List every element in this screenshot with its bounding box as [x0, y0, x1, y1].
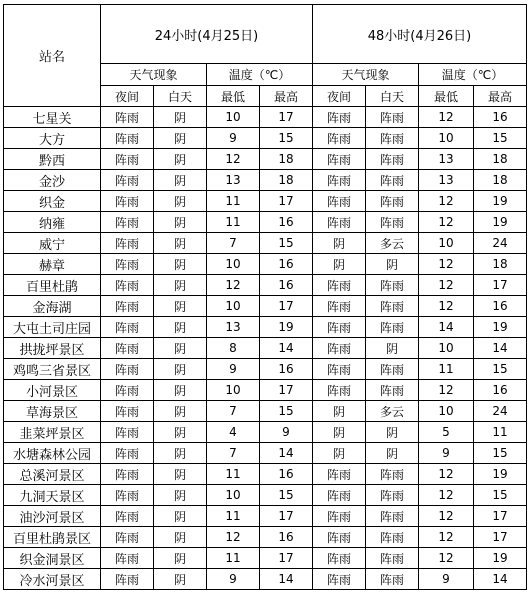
low-temp-24h: 10	[207, 485, 260, 506]
night-weather-48h: 阴	[313, 443, 366, 464]
night-weather-24h: 阵雨	[101, 443, 154, 464]
day-weather-24h: 阴	[154, 128, 207, 149]
low-temp-24h: 13	[207, 170, 260, 191]
high-temp-48h: 18	[474, 149, 527, 170]
day-weather-48h: 阵雨	[366, 191, 419, 212]
low-temp-24h: 9	[207, 569, 260, 590]
table-row	[4, 170, 527, 191]
low-temp-24h: 9	[207, 128, 260, 149]
station-name: 九洞天景区	[4, 485, 101, 506]
day-weather-48h: 阵雨	[366, 170, 419, 191]
station-name: 赫章	[4, 254, 101, 275]
night-weather-24h: 阵雨	[101, 275, 154, 296]
low-header-48h: 最低	[419, 86, 474, 107]
station-name: 百里杜鹃景区	[4, 527, 101, 548]
night-weather-24h: 阵雨	[101, 170, 154, 191]
night-weather-48h: 阴	[313, 254, 366, 275]
high-temp-48h: 17	[474, 275, 527, 296]
day-weather-24h: 阴	[154, 380, 207, 401]
night-weather-48h: 阵雨	[313, 275, 366, 296]
table-row	[4, 149, 527, 170]
low-temp-48h: 9	[419, 443, 474, 464]
low-temp-48h: 12	[419, 275, 474, 296]
low-temp-48h: 12	[419, 548, 474, 569]
day-weather-24h: 阴	[154, 107, 207, 128]
table-row	[4, 254, 527, 275]
day-weather-24h: 阴	[154, 296, 207, 317]
high-temp-48h: 16	[474, 296, 527, 317]
high-temp-24h: 9	[260, 422, 313, 443]
station-name: 织金	[4, 191, 101, 212]
day-weather-48h: 阵雨	[366, 296, 419, 317]
low-temp-48h: 10	[419, 338, 474, 359]
low-temp-48h: 13	[419, 170, 474, 191]
high-header-48h: 最高	[474, 86, 527, 107]
high-temp-48h: 24	[474, 233, 527, 254]
high-temp-48h: 24	[474, 401, 527, 422]
high-temp-48h: 19	[474, 212, 527, 233]
table-row	[4, 296, 527, 317]
low-temp-48h: 12	[419, 296, 474, 317]
header-row-periods	[4, 5, 527, 64]
low-temp-48h: 12	[419, 527, 474, 548]
night-weather-24h: 阵雨	[101, 506, 154, 527]
high-temp-24h: 16	[260, 212, 313, 233]
night-weather-24h: 阵雨	[101, 422, 154, 443]
station-name: 金沙	[4, 170, 101, 191]
low-temp-24h: 10	[207, 296, 260, 317]
night-weather-48h: 阵雨	[313, 548, 366, 569]
night-weather-48h: 阵雨	[313, 317, 366, 338]
station-name: 总溪河景区	[4, 464, 101, 485]
day-weather-24h: 阴	[154, 401, 207, 422]
station-name: 大方	[4, 128, 101, 149]
night-weather-48h: 阵雨	[313, 527, 366, 548]
night-weather-24h: 阵雨	[101, 485, 154, 506]
high-temp-24h: 17	[260, 296, 313, 317]
period-24h-header: 24小时(4月25日)	[101, 5, 313, 64]
low-header-24h: 最低	[207, 86, 260, 107]
high-temp-48h: 15	[474, 359, 527, 380]
day-weather-48h: 阵雨	[366, 380, 419, 401]
high-temp-48h: 16	[474, 107, 527, 128]
day-weather-48h: 阵雨	[366, 275, 419, 296]
station-name: 拱拢坪景区	[4, 338, 101, 359]
night-header-24h: 夜间	[101, 86, 154, 107]
night-weather-48h: 阵雨	[313, 149, 366, 170]
day-weather-48h: 多云	[366, 233, 419, 254]
table-row	[4, 359, 527, 380]
day-weather-24h: 阴	[154, 233, 207, 254]
low-temp-24h: 11	[207, 506, 260, 527]
high-temp-24h: 19	[260, 317, 313, 338]
table-row	[4, 506, 527, 527]
table-row	[4, 443, 527, 464]
low-temp-48h: 13	[419, 149, 474, 170]
day-weather-24h: 阴	[154, 422, 207, 443]
high-temp-24h: 18	[260, 149, 313, 170]
night-weather-24h: 阵雨	[101, 107, 154, 128]
night-weather-24h: 阵雨	[101, 149, 154, 170]
high-temp-24h: 14	[260, 569, 313, 590]
night-weather-24h: 阵雨	[101, 548, 154, 569]
night-weather-48h: 阵雨	[313, 338, 366, 359]
high-temp-48h: 19	[474, 464, 527, 485]
high-temp-24h: 16	[260, 275, 313, 296]
night-weather-48h: 阵雨	[313, 107, 366, 128]
high-temp-24h: 17	[260, 107, 313, 128]
night-weather-48h: 阵雨	[313, 569, 366, 590]
night-weather-48h: 阴	[313, 401, 366, 422]
table-row	[4, 527, 527, 548]
night-weather-48h: 阵雨	[313, 359, 366, 380]
day-weather-48h: 阵雨	[366, 107, 419, 128]
temp-header-24h: 温度（℃）	[207, 64, 313, 86]
low-temp-48h: 12	[419, 107, 474, 128]
high-temp-24h: 15	[260, 233, 313, 254]
day-weather-48h: 阴	[366, 422, 419, 443]
night-weather-48h: 阵雨	[313, 170, 366, 191]
night-weather-48h: 阴	[313, 233, 366, 254]
station-name: 鸡鸣三省景区	[4, 359, 101, 380]
day-weather-24h: 阴	[154, 443, 207, 464]
weather-header-48h: 天气现象	[313, 64, 419, 86]
low-temp-24h: 12	[207, 149, 260, 170]
table-row	[4, 548, 527, 569]
night-header-48h: 夜间	[313, 86, 366, 107]
station-name: 草海景区	[4, 401, 101, 422]
night-weather-24h: 阵雨	[101, 191, 154, 212]
night-weather-48h: 阵雨	[313, 212, 366, 233]
high-temp-48h: 15	[474, 128, 527, 149]
low-temp-48h: 11	[419, 359, 474, 380]
day-weather-48h: 阵雨	[366, 485, 419, 506]
high-temp-48h: 19	[474, 191, 527, 212]
low-temp-24h: 11	[207, 464, 260, 485]
day-weather-24h: 阴	[154, 485, 207, 506]
low-temp-48h: 10	[419, 401, 474, 422]
low-temp-48h: 14	[419, 317, 474, 338]
night-weather-24h: 阵雨	[101, 212, 154, 233]
low-temp-24h: 7	[207, 401, 260, 422]
low-temp-48h: 12	[419, 506, 474, 527]
low-temp-24h: 11	[207, 191, 260, 212]
station-name: 威宁	[4, 233, 101, 254]
table-row	[4, 422, 527, 443]
table-row	[4, 128, 527, 149]
table-row	[4, 485, 527, 506]
high-temp-48h: 17	[474, 527, 527, 548]
day-header-48h: 白天	[366, 86, 419, 107]
station-header: 站名	[4, 5, 101, 107]
day-weather-24h: 阴	[154, 506, 207, 527]
night-weather-24h: 阵雨	[101, 254, 154, 275]
station-name: 百里杜鹃	[4, 275, 101, 296]
day-weather-24h: 阴	[154, 569, 207, 590]
high-temp-48h: 17	[474, 506, 527, 527]
night-weather-24h: 阵雨	[101, 317, 154, 338]
day-weather-48h: 阵雨	[366, 149, 419, 170]
table-row	[4, 380, 527, 401]
night-weather-24h: 阵雨	[101, 338, 154, 359]
station-name: 水塘森林公园	[4, 443, 101, 464]
high-temp-48h: 19	[474, 548, 527, 569]
day-weather-24h: 阴	[154, 254, 207, 275]
day-weather-24h: 阴	[154, 527, 207, 548]
forecast-table-container	[3, 4, 527, 590]
day-weather-24h: 阴	[154, 191, 207, 212]
station-name: 油沙河景区	[4, 506, 101, 527]
night-weather-48h: 阴	[313, 422, 366, 443]
low-temp-48h: 10	[419, 233, 474, 254]
high-temp-24h: 16	[260, 359, 313, 380]
period-48h-header: 48小时(4月26日)	[313, 5, 527, 64]
station-name: 金海湖	[4, 296, 101, 317]
day-weather-48h: 阵雨	[366, 527, 419, 548]
day-weather-48h: 阴	[366, 443, 419, 464]
table-row	[4, 212, 527, 233]
day-weather-24h: 阴	[154, 338, 207, 359]
station-name: 织金洞景区	[4, 548, 101, 569]
low-temp-48h: 12	[419, 464, 474, 485]
night-weather-24h: 阵雨	[101, 128, 154, 149]
station-name: 冷水河景区	[4, 569, 101, 590]
day-weather-48h: 阵雨	[366, 128, 419, 149]
low-temp-48h: 12	[419, 191, 474, 212]
day-weather-48h: 阵雨	[366, 506, 419, 527]
high-temp-24h: 17	[260, 548, 313, 569]
night-weather-48h: 阵雨	[313, 191, 366, 212]
low-temp-24h: 11	[207, 548, 260, 569]
low-temp-24h: 13	[207, 317, 260, 338]
night-weather-48h: 阵雨	[313, 380, 366, 401]
station-name: 韭菜坪景区	[4, 422, 101, 443]
high-temp-24h: 17	[260, 506, 313, 527]
low-temp-48h: 10	[419, 128, 474, 149]
station-name: 七星关	[4, 107, 101, 128]
low-temp-48h: 5	[419, 422, 474, 443]
high-temp-48h: 14	[474, 569, 527, 590]
high-temp-24h: 16	[260, 527, 313, 548]
temp-header-48h: 温度（℃）	[419, 64, 527, 86]
high-temp-48h: 19	[474, 317, 527, 338]
high-temp-48h: 18	[474, 254, 527, 275]
night-weather-24h: 阵雨	[101, 233, 154, 254]
low-temp-48h: 9	[419, 569, 474, 590]
table-row	[4, 464, 527, 485]
day-weather-48h: 阴	[366, 254, 419, 275]
station-name: 黔西	[4, 149, 101, 170]
high-temp-24h: 17	[260, 380, 313, 401]
low-temp-24h: 10	[207, 107, 260, 128]
high-temp-24h: 18	[260, 170, 313, 191]
high-temp-48h: 18	[474, 170, 527, 191]
night-weather-24h: 阵雨	[101, 296, 154, 317]
high-temp-24h: 16	[260, 254, 313, 275]
high-temp-48h: 15	[474, 443, 527, 464]
night-weather-24h: 阵雨	[101, 359, 154, 380]
day-weather-24h: 阴	[154, 359, 207, 380]
low-temp-24h: 7	[207, 443, 260, 464]
table-row	[4, 317, 527, 338]
day-weather-24h: 阴	[154, 317, 207, 338]
high-temp-48h: 11	[474, 422, 527, 443]
low-temp-24h: 4	[207, 422, 260, 443]
table-row	[4, 275, 527, 296]
high-temp-24h: 15	[260, 401, 313, 422]
high-temp-24h: 16	[260, 464, 313, 485]
day-weather-24h: 阴	[154, 170, 207, 191]
night-weather-48h: 阵雨	[313, 128, 366, 149]
low-temp-24h: 7	[207, 233, 260, 254]
night-weather-24h: 阵雨	[101, 569, 154, 590]
low-temp-24h: 10	[207, 254, 260, 275]
day-weather-24h: 阴	[154, 548, 207, 569]
forecast-table	[3, 4, 527, 590]
night-weather-48h: 阵雨	[313, 464, 366, 485]
low-temp-48h: 12	[419, 485, 474, 506]
high-temp-24h: 17	[260, 191, 313, 212]
high-temp-48h: 16	[474, 380, 527, 401]
low-temp-24h: 12	[207, 275, 260, 296]
table-row	[4, 401, 527, 422]
day-weather-48h: 阴	[366, 338, 419, 359]
day-weather-24h: 阴	[154, 275, 207, 296]
high-temp-48h: 14	[474, 338, 527, 359]
night-weather-24h: 阵雨	[101, 527, 154, 548]
low-temp-24h: 12	[207, 527, 260, 548]
low-temp-48h: 12	[419, 380, 474, 401]
day-weather-24h: 阴	[154, 212, 207, 233]
forecast-rows	[4, 107, 527, 590]
day-weather-48h: 阵雨	[366, 464, 419, 485]
day-weather-48h: 多云	[366, 401, 419, 422]
high-header-24h: 最高	[260, 86, 313, 107]
low-temp-48h: 12	[419, 254, 474, 275]
station-name: 小河景区	[4, 380, 101, 401]
high-temp-24h: 15	[260, 485, 313, 506]
table-row	[4, 569, 527, 590]
low-temp-24h: 9	[207, 359, 260, 380]
high-temp-24h: 15	[260, 128, 313, 149]
low-temp-24h: 10	[207, 380, 260, 401]
night-weather-24h: 阵雨	[101, 401, 154, 422]
day-weather-48h: 阵雨	[366, 317, 419, 338]
high-temp-48h: 15	[474, 485, 527, 506]
high-temp-24h: 14	[260, 338, 313, 359]
station-name: 纳雍	[4, 212, 101, 233]
night-weather-24h: 阵雨	[101, 380, 154, 401]
night-weather-48h: 阵雨	[313, 506, 366, 527]
night-weather-48h: 阵雨	[313, 485, 366, 506]
low-temp-48h: 12	[419, 212, 474, 233]
day-weather-48h: 阵雨	[366, 359, 419, 380]
day-weather-24h: 阴	[154, 464, 207, 485]
day-header-24h: 白天	[154, 86, 207, 107]
day-weather-24h: 阴	[154, 149, 207, 170]
high-temp-24h: 14	[260, 443, 313, 464]
table-row	[4, 233, 527, 254]
low-temp-24h: 8	[207, 338, 260, 359]
day-weather-48h: 阵雨	[366, 569, 419, 590]
table-row	[4, 338, 527, 359]
night-weather-48h: 阵雨	[313, 296, 366, 317]
station-name: 大屯土司庄园	[4, 317, 101, 338]
night-weather-24h: 阵雨	[101, 464, 154, 485]
day-weather-48h: 阵雨	[366, 212, 419, 233]
low-temp-24h: 11	[207, 212, 260, 233]
table-row	[4, 191, 527, 212]
table-row	[4, 107, 527, 128]
weather-header-24h: 天气现象	[101, 64, 207, 86]
day-weather-48h: 阵雨	[366, 548, 419, 569]
